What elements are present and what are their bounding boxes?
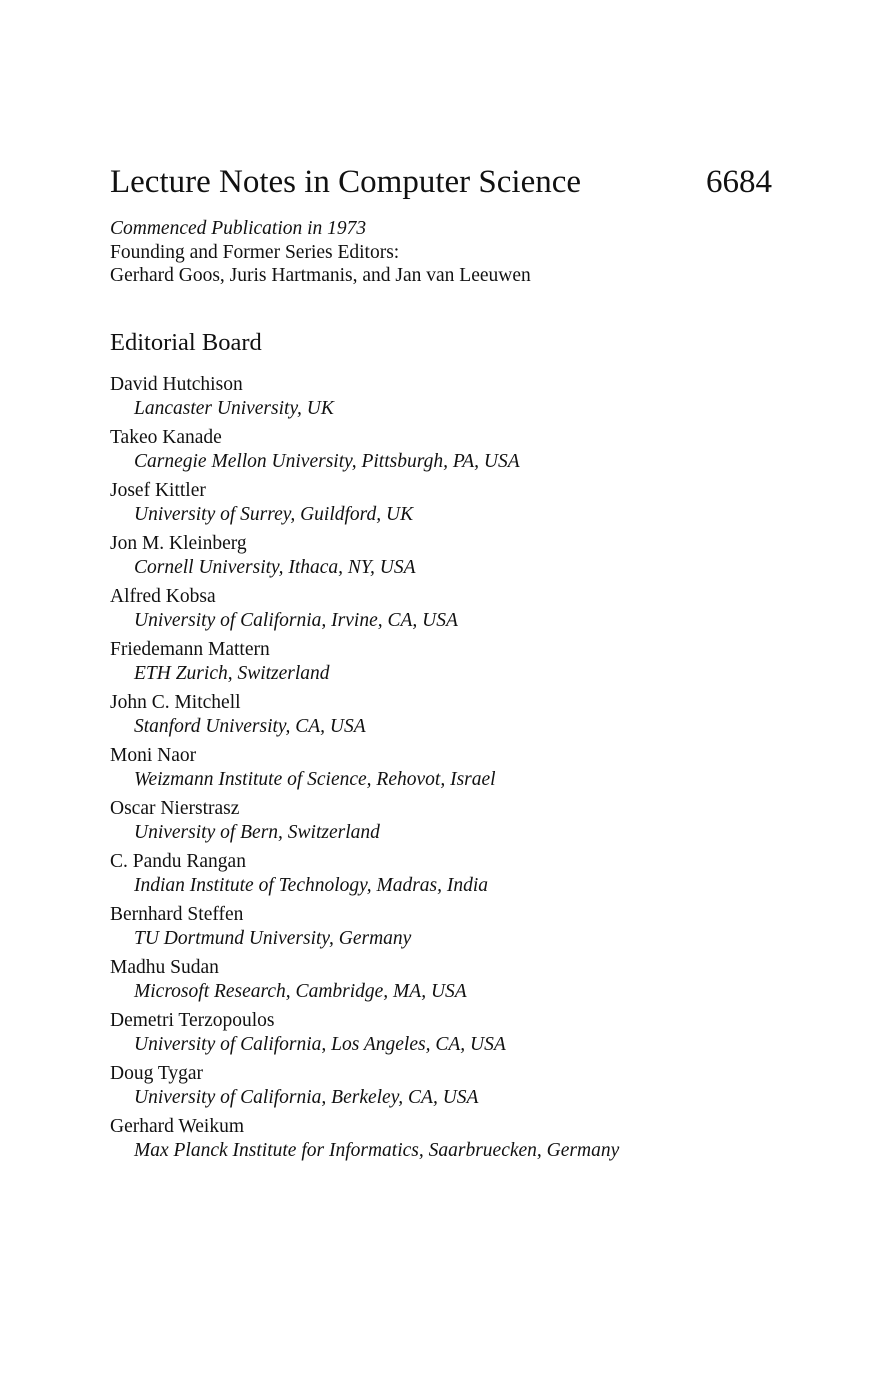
volume-number: 6684 <box>706 164 772 200</box>
member-name: Madhu Sudan <box>110 957 219 978</box>
series-header <box>110 160 772 204</box>
founding-editors-label: Founding and Former Series Editors: <box>110 242 400 263</box>
member-affiliation: University of Bern, Switzerland <box>134 822 380 843</box>
board-member <box>110 797 772 850</box>
member-affiliation: Lancaster University, UK <box>134 398 334 419</box>
member-name: Demetri Terzopoulos <box>110 1010 275 1031</box>
member-affiliation: Cornell University, Ithaca, NY, USA <box>134 557 416 578</box>
editorial-board-heading: Editorial Board <box>110 329 262 356</box>
member-affiliation: University of California, Berkeley, CA, USA <box>134 1087 479 1108</box>
member-name: Gerhard Weikum <box>110 1116 244 1137</box>
member-name: Jon M. Kleinberg <box>110 533 247 554</box>
member-name: Bernhard Steffen <box>110 904 244 925</box>
member-name: David Hutchison <box>110 374 243 395</box>
board-member <box>110 532 772 585</box>
member-name: Oscar Nierstrasz <box>110 798 240 819</box>
member-affiliation: Max Planck Institute for Informatics, Saarbruecken, Germany <box>134 1140 620 1161</box>
member-affiliation: Weizmann Institute of Science, Rehovot, Israel <box>134 769 496 790</box>
board-member <box>110 426 772 479</box>
member-affiliation: Stanford University, CA, USA <box>134 716 366 737</box>
board-member <box>110 1115 772 1168</box>
board-member <box>110 479 772 532</box>
member-affiliation: Carnegie Mellon University, Pittsburgh, PA, USA <box>134 451 520 472</box>
member-name: Doug Tygar <box>110 1063 204 1084</box>
founding-editors-names: Gerhard Goos, Juris Hartmanis, and Jan van Leeuwen <box>110 265 531 286</box>
editorial-board-list <box>110 373 772 1168</box>
board-member <box>110 744 772 797</box>
member-affiliation: University of California, Los Angeles, CA, USA <box>134 1034 506 1055</box>
board-member <box>110 585 772 638</box>
member-affiliation: University of California, Irvine, CA, USA <box>134 610 458 631</box>
board-member <box>110 373 772 426</box>
member-name: Friedemann Mattern <box>110 639 270 660</box>
member-name: Alfred Kobsa <box>110 586 216 607</box>
board-member <box>110 1062 772 1115</box>
member-affiliation: Indian Institute of Technology, Madras, India <box>134 875 489 896</box>
member-affiliation: Microsoft Research, Cambridge, MA, USA <box>134 981 467 1002</box>
member-affiliation: TU Dortmund University, Germany <box>134 928 412 949</box>
member-name: John C. Mitchell <box>110 692 241 713</box>
member-name: Josef Kittler <box>110 480 206 501</box>
member-name: Moni Naor <box>110 745 197 766</box>
board-member <box>110 1009 772 1062</box>
board-member <box>110 850 772 903</box>
series-page <box>110 160 772 1168</box>
member-affiliation: University of Surrey, Guildford, UK <box>134 504 414 525</box>
commenced-publication: Commenced Publication in 1973 <box>110 218 367 239</box>
board-member <box>110 638 772 691</box>
member-affiliation: ETH Zurich, Switzerland <box>134 663 330 684</box>
board-member <box>110 956 772 1009</box>
board-member <box>110 691 772 744</box>
board-member <box>110 903 772 956</box>
member-name: C. Pandu Rangan <box>110 851 246 872</box>
member-name: Takeo Kanade <box>110 427 222 448</box>
series-title: Lecture Notes in Computer Science <box>110 164 582 200</box>
